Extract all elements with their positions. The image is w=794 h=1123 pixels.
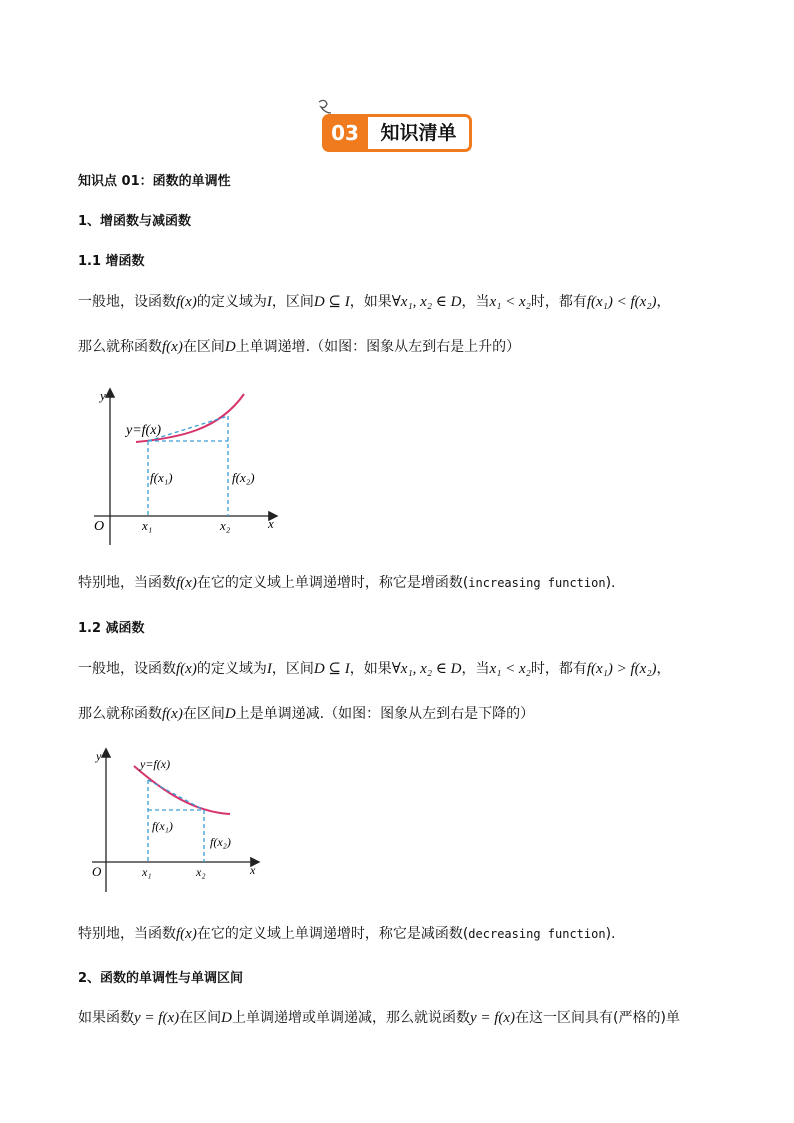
fx1-label: f(x₁) <box>152 819 173 833</box>
origin-label: O <box>94 519 105 534</box>
badge-title: 知识清单 <box>368 114 472 152</box>
dec-definition-line1: 一般地，设函数f(x)的定义域为I，区间D ⊆ I，如果∀x₁, x₂ ∈ D，当x₁ < x₂时，都有f(x₁) > f(x₂)， <box>78 661 671 677</box>
decreasing-function-graph <box>84 744 264 898</box>
sub12-heading: 1.2 减函数 <box>78 621 145 636</box>
section1-heading: 1、增函数与减函数 <box>78 214 192 229</box>
inc-definition-line2: 那么就称函数f(x)在区间D上单调递增.（如图：图象从左到右是上升的） <box>78 339 521 355</box>
curve-label: y=f(x) <box>126 423 162 438</box>
sub11-heading: 1.1 增函数 <box>78 254 145 269</box>
x1-label: x₁ <box>142 518 153 533</box>
inc-special-note: 特别地，当函数f(x)在它的定义域上单调递增时，称它是增函数(increasing function). <box>78 575 616 591</box>
x2-label: x₂ <box>196 865 206 879</box>
fx1-label: f(x₁) <box>150 470 173 485</box>
fx2-label: f(x₂) <box>210 835 231 849</box>
badge-number: 03 <box>322 114 368 152</box>
x1-label: x₁ <box>142 865 152 879</box>
curve-label: y=f(x) <box>140 757 171 771</box>
inc-definition-line1: 一般地，设函数f(x)的定义域为I，区间D ⊆ I，如果∀x₁, x₂ ∈ D，当x₁ < x₂时，都有f(x₁) < f(x₂)， <box>78 294 671 310</box>
y-axis-label: y <box>100 388 106 403</box>
dec-special-note: 特别地，当函数f(x)在它的定义域上单调递增时，称它是减函数(decreasing function). <box>78 926 616 942</box>
knowledge-point-heading: 知识点 01：函数的单调性 <box>78 174 231 189</box>
x-axis-label: x <box>250 863 256 877</box>
section2-heading: 2、函数的单调性与单调区间 <box>78 971 244 986</box>
increasing-function-graph <box>84 380 284 554</box>
dec-definition-line2: 那么就称函数f(x)在区间D上是单调递减.（如图：图象从左到右是下降的） <box>78 706 535 722</box>
monotonic-interval-text: 如果函数y = f(x)在区间D上单调递增或单调递减，那么就说函数y = f(x)在这一区间具有(严格的)单 <box>78 1010 680 1026</box>
fx2-label: f(x₂) <box>232 470 255 485</box>
y-axis-label: y <box>96 749 102 763</box>
origin-label: O <box>92 864 102 879</box>
x-axis-label: x <box>268 516 274 531</box>
x2-label: x₂ <box>220 518 231 533</box>
section-badge <box>322 114 472 152</box>
